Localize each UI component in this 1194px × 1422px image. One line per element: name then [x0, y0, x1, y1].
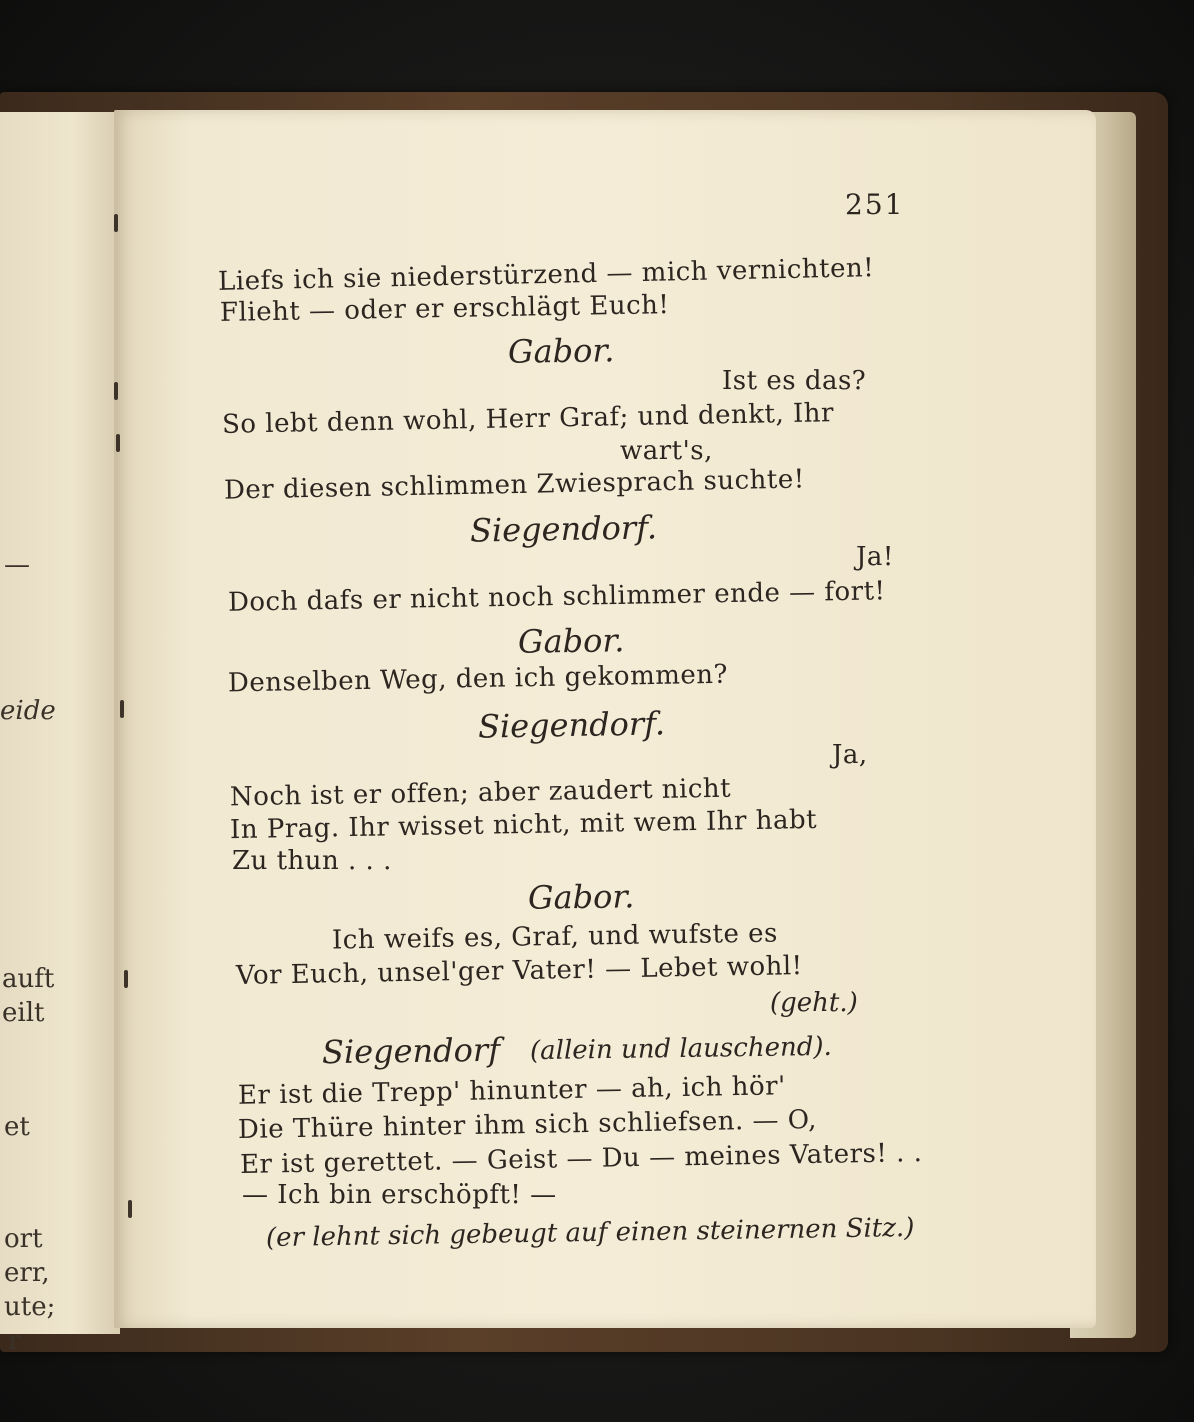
speaker-name: Gabor. — [507, 331, 615, 371]
speaker-name: Siegendorf — [321, 1030, 501, 1072]
verse-line: Liefs ich sie niederstürzend — mich vernichten! — [217, 253, 875, 297]
verse-line: So lebt denn wohl, Herr Graf; und denkt, Ihr — [221, 398, 835, 440]
verse-line: Noch ist er offen; aber zaudert nicht — [229, 773, 732, 813]
verse-line: Vor Euch, unsel'ger Vater! — Lebet wohl! — [235, 951, 803, 991]
verse-line: Die Thüre hinter ihm sich schliefsen. — O, — [237, 1104, 818, 1146]
verse-line: Der diesen schlimmen Zwiesprach suchte! — [223, 464, 805, 506]
left-fragment: auft — [2, 964, 55, 994]
verse-line: Ist es das? — [722, 366, 867, 396]
verse-line: Ja, — [832, 740, 868, 770]
speaker-name: Siegendorf. — [477, 704, 666, 746]
verse-line: Zu thun . . . — [232, 846, 392, 876]
speaker-name: Gabor. — [527, 877, 635, 917]
gutter-mark — [120, 700, 124, 718]
gutter-mark — [116, 434, 120, 452]
verse-line: — Ich bin erschöpft! — — [242, 1180, 557, 1210]
verse-line: Er ist die Trepp' hinunter — ah, ich hör' — [237, 1071, 786, 1111]
gutter-mark — [114, 382, 118, 400]
gutter-mark — [114, 214, 118, 232]
gutter-mark — [124, 970, 128, 988]
left-fragment: eide — [0, 696, 56, 726]
speaker-name: Gabor. — [517, 621, 625, 661]
left-fragment: eilt — [2, 998, 45, 1028]
verse-line: Er ist gerettet. — Geist — Du — meines Vaters! . . — [239, 1138, 923, 1180]
page-number: 251 — [845, 188, 905, 221]
speaker-name: Siegendorf. — [469, 508, 658, 550]
left-fragment: err, — [4, 1258, 50, 1288]
left-fragment: ute; — [4, 1292, 56, 1322]
left-fragment: — — [4, 550, 30, 580]
verse-line: Doch dafs er nicht noch schlimmer ende — fort! — [227, 576, 886, 618]
verse-line: Ja! — [856, 542, 894, 572]
verse-line: Flieht — oder er erschlägt Euch! — [219, 290, 670, 328]
verse-line: Denselben Weg, den ich gekommen? — [227, 659, 729, 699]
verse-line: In Prag. Ihr wisset nicht, mit wem Ihr habt — [229, 804, 818, 846]
stage-direction: (allein und lauschend). — [529, 1031, 832, 1067]
verse-line: wart's, — [620, 436, 713, 466]
verse-line: Ich weifs es, Graf, und wufste es — [331, 918, 779, 956]
left-page — [0, 112, 120, 1356]
stage-direction: (geht.) — [770, 988, 858, 1018]
left-fragment: r — [8, 1326, 21, 1356]
left-fragment: et — [4, 1112, 30, 1142]
gutter-mark — [128, 1200, 132, 1218]
left-fragment: ort — [4, 1224, 43, 1254]
stage-direction: (er lehnt sich gebeugt auf einen steinernen Sitz.) — [265, 1212, 915, 1254]
